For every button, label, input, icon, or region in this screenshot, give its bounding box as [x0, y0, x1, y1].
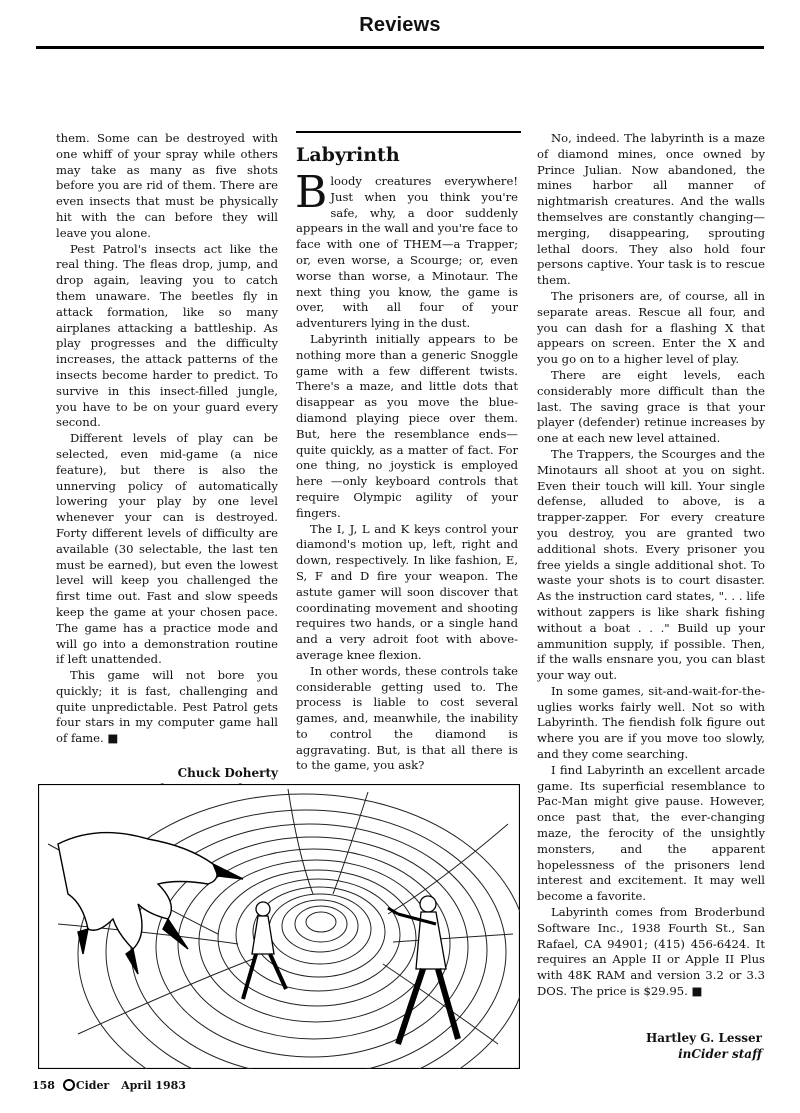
paragraph: them. Some can be destroyed with one whiff of your spray while others may take as many as five shots before you are rid of them. There are even insects that must be physically hit with the can before they will leave you alone. [56, 131, 278, 240]
paragraph: The prisoners are, of course, all in separate areas. Rescue all four, and you can dash for a flashing X that appears on screen. Enter the X and you go on to a higher level of play. [537, 288, 765, 367]
lead-text: loody creatures everywhere! Just when you think you're safe, why, a door suddenly appears in the wall and you're face to face with one of THEM—a Trapper; or, even worse, a Scourge; or, even worse than worse, a Minotaur. The next thing you know, the game is over, with all four of your adventurers lying in the dust. [296, 174, 518, 331]
paragraph: Labyrinth comes from Broderbund Software Inc., 1938 Fourth St., San Rafael, CA 94901; (415) 456-6424. It requires an Apple II or Apple II Plus with 48K RAM and version 3.2 or 3.3 DOS. The price is $29.95. ■ [537, 905, 765, 999]
author-name: Chuck Doherty [177, 766, 278, 780]
drop-cap: B [295, 167, 328, 218]
issue-date: April 1983 [121, 1079, 186, 1092]
paragraph: In other words, these controls take considerable getting used to. The process is liable to cost several games, and, meanwhile, the inability to control the diamond is aggravating. But, is that all there is to the game, you ask? [296, 663, 518, 773]
article-title: Labyrinth [296, 144, 400, 166]
author-name: Hartley G. Lesser [645, 1031, 762, 1045]
page-number: 158 [32, 1079, 55, 1092]
paragraph: Different levels of play can be selected, even mid-game (a nice feature), but there is also the unnerving policy of automatically lowering your play by one level whenever your can is destroyed. Forty different levels of difficulty are available (30 selectable, the last ten must be earned), but even the lowest level will keep you challenged the first time out. Fast and slow speeds keep the game at your chosen pace. The game has a practice mode and will go into a demonstration routine if left unattended. [56, 431, 278, 667]
page-header [0, 0, 800, 52]
paragraph: In some games, sit-and-wait-for-the-uglies works fairly well. Not so with Labyrinth. The fiendish folk figure out where you are if you move too slowly, and they come searching. [537, 683, 765, 762]
paragraph: This game will not bore you quickly; it is fast, challenging and quite unpredictable. Pest Patrol gets four stars in my computer game hall of fame. ■ [56, 668, 278, 746]
header-rule [36, 46, 764, 49]
column-2 [296, 131, 518, 774]
paragraph: No, indeed. The labyrinth is a maze of diamond mines, once owned by Prince Julian. Now abandoned, the mines harbor all manner of nightmarish creatures. And the walls themselves are constantly changing—merging, disappearing, sprouting lethal doors. They also hold four persons captive. Your task is to rescue them. [537, 131, 765, 288]
paragraph: The I, J, L and K keys control your diamond's motion up, left, right and down, respectively. In like fashion, E, S, F and D fire your weapon. The astute gamer will soon discover that coordinating movement and shooting requires two hands, or a single hand and a very adroit foot with above-average knee flexion. [296, 521, 518, 662]
magazine-name: Cider [75, 1079, 110, 1092]
lead-paragraph [295, 167, 518, 332]
column-3 [537, 131, 765, 1000]
paragraph: The Trappers, the Scourges and the Minotaurs all shoot at you on sight. Even their touch will kill. Your single defense, alluded to above, is a trapper-zapper. For every creature you destroy, you are granted two additional shots. Every prisoner you free yields a single additional shot. To waste your shots is to court disaster. As the instruction card states, ". . . life without zappers is like shark fishing without a boat . . ." Build up your ammunition supply, if possible. Then, if the walls ensnare you, you can blast your way out. [537, 446, 765, 683]
magazine-logo [63, 1079, 113, 1092]
paragraph: I find Labyrinth an excellent arcade game. Its superficial resemblance to Pac-Man might give pause. However, once past that, the ever-changing maze, the ferocity of the unsightly monsters, and the apparent hopelessness of the prisoners lend interest and excitement. It may well become a favorite. [537, 762, 765, 904]
byline-labyrinth [560, 1030, 762, 1062]
paragraph: There are eight levels, each considerably more difficult than the last. The saving grace is that your player (defender) retinue increases by one at each new level attained. [537, 367, 765, 446]
apple-logo-icon [63, 1079, 75, 1091]
section-title: Reviews [359, 14, 441, 36]
paragraph: Pest Patrol's insects act like the real thing. The fleas drop, jump, and drop again, leaving you to catch them unaware. The beetles fly in attack formation, like so many airplanes attacking a battleship. As play progresses and the difficulty increases, the attack patterns of the insects become harder to predict. To survive in this insect-filled jungle, you have to be on your guard every second. [56, 241, 278, 430]
tunnel-drawing [38, 784, 520, 1069]
author-affiliation: inCider staff [678, 1047, 762, 1061]
paragraph: Labyrinth initially appears to be nothing more than a generic Snoggle game with a few different twists. There's a maze, and little dots that disappear as you move the blue-diamond playing piece over them. But, here the resemblance ends—quite quickly, as a matter of fact. For one thing, no joystick is employed here —only keyboard controls that require Olympic agility of your fingers. [296, 331, 518, 520]
page-footer [32, 1079, 190, 1093]
column-1 [56, 131, 278, 747]
labyrinth-illustration [38, 784, 520, 1069]
